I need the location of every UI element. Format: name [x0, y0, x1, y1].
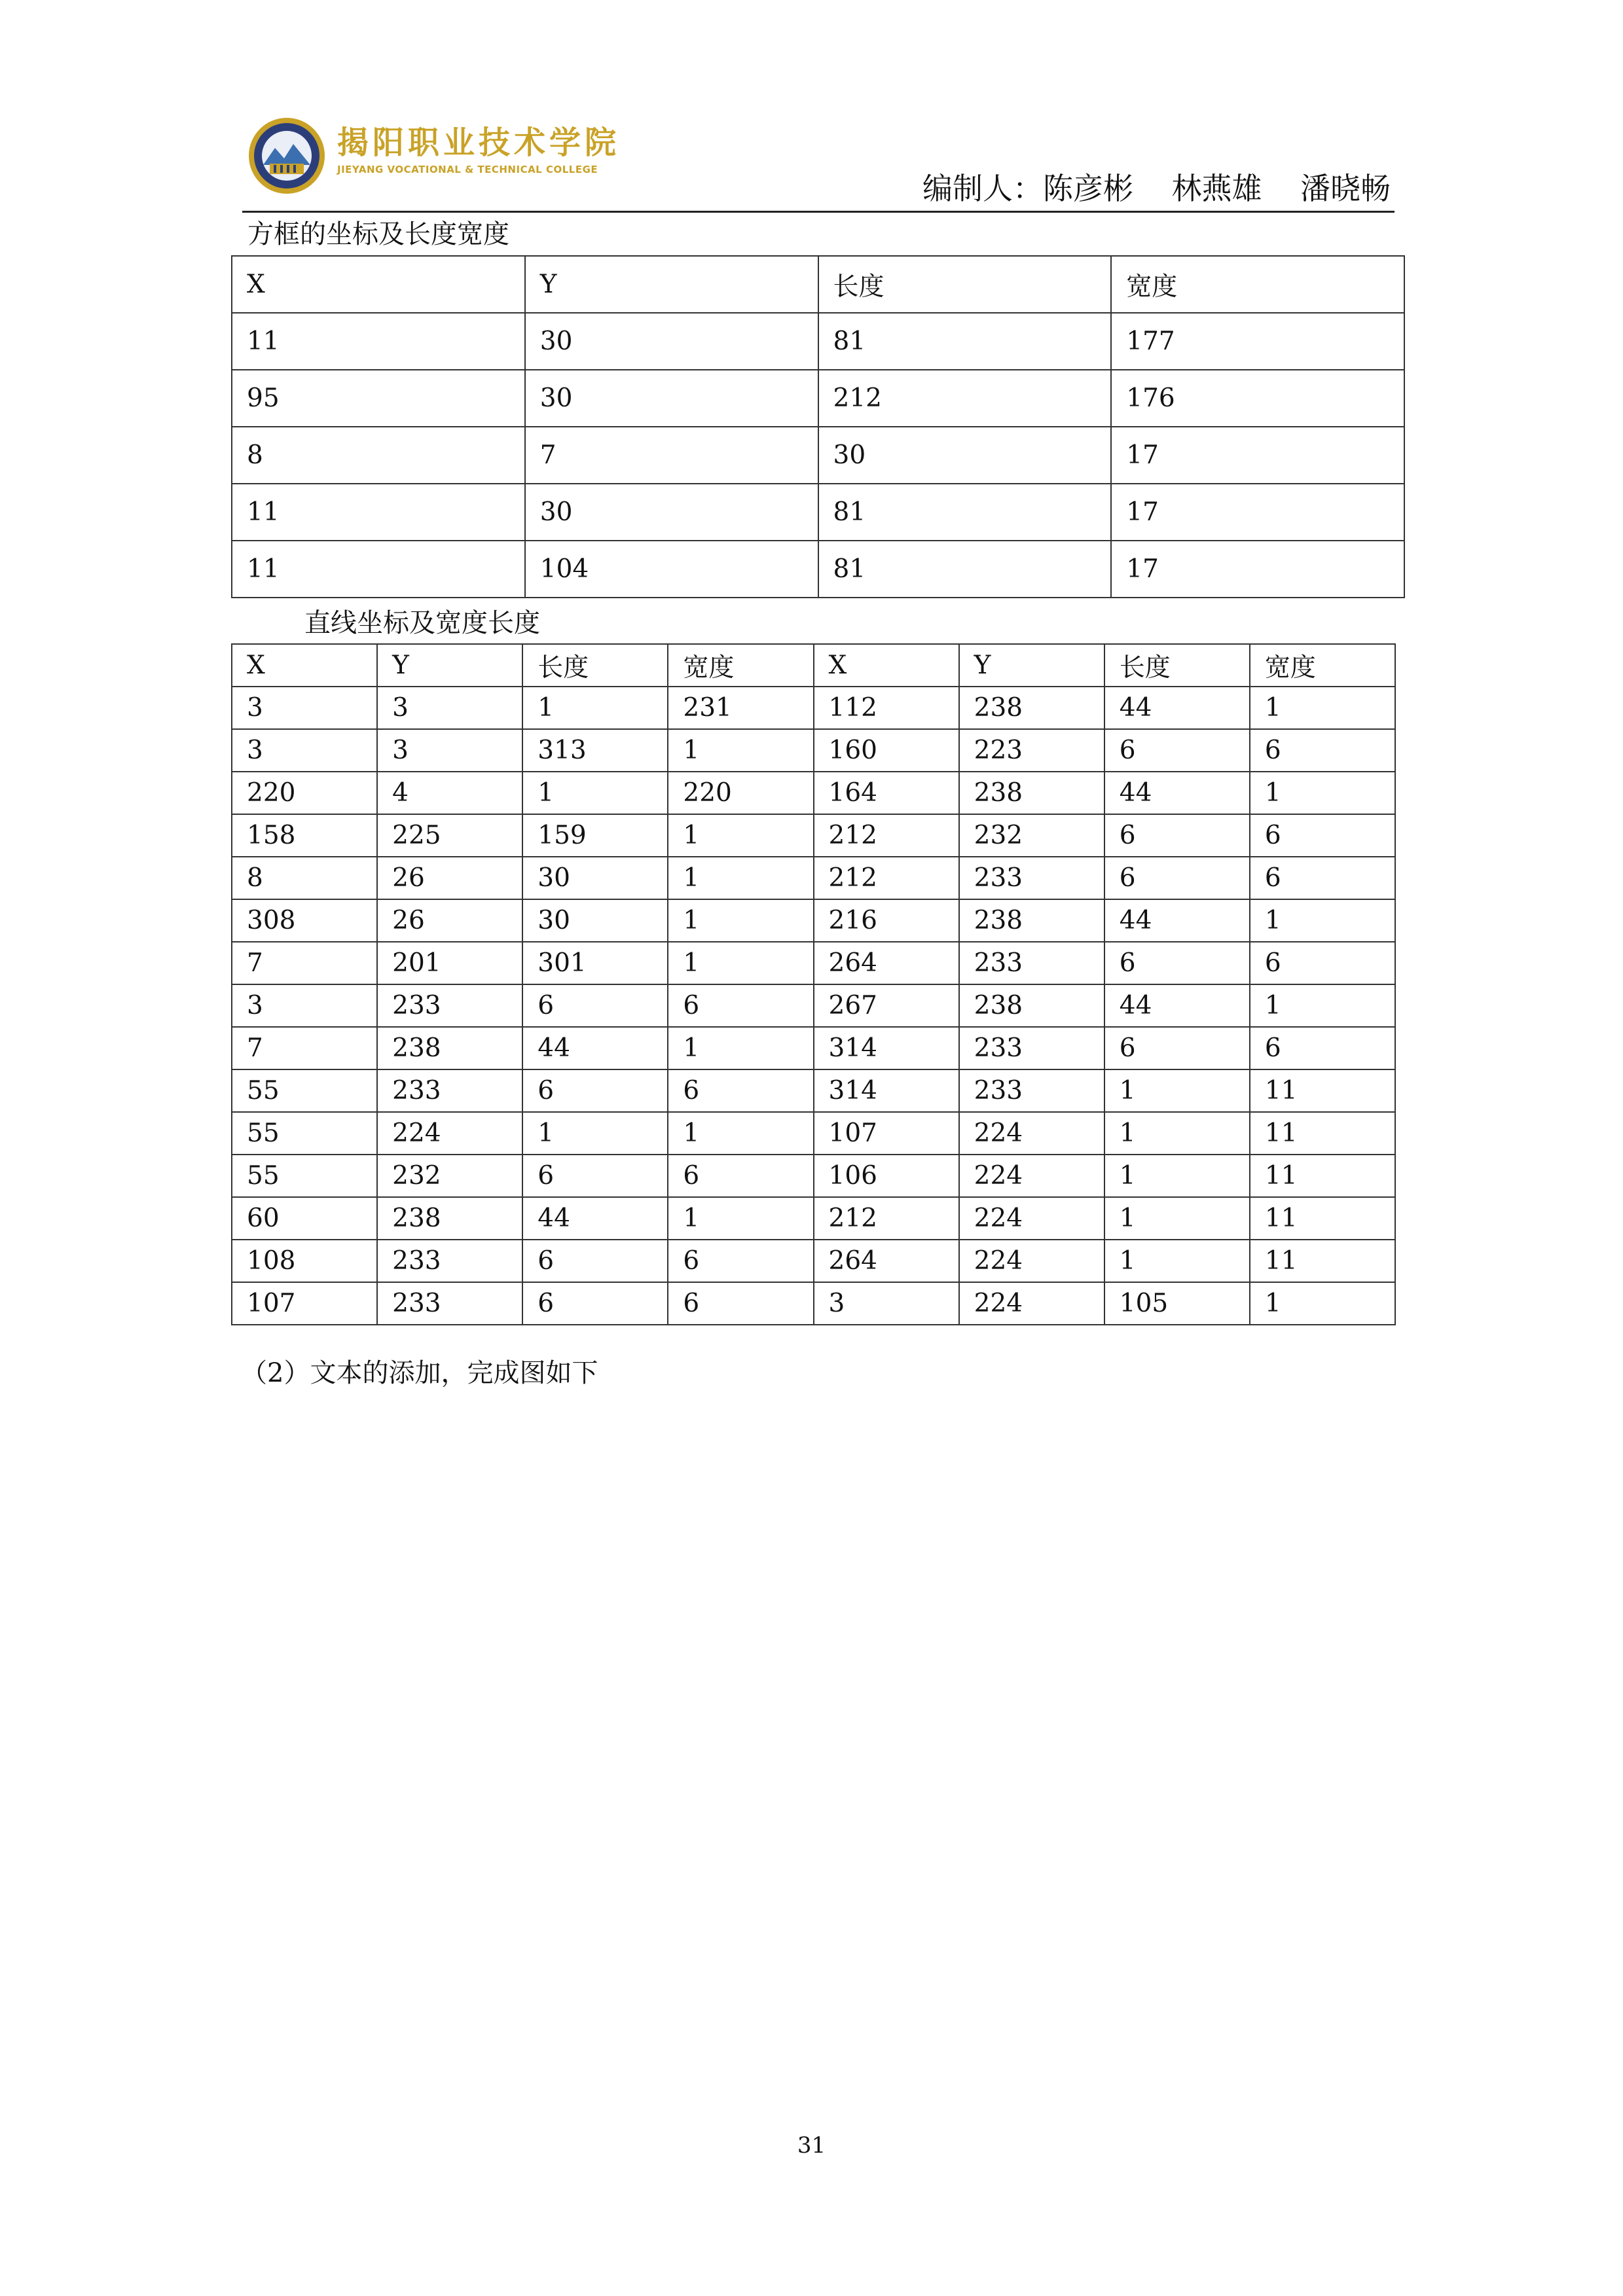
header-cell: 长度 — [818, 256, 1112, 313]
table-cell: 17 — [1111, 541, 1404, 598]
table-cell: 1 — [668, 729, 813, 772]
table-cell: 30 — [525, 313, 818, 370]
table-cell: 3 — [814, 1282, 959, 1325]
table-cell: 3 — [232, 984, 377, 1027]
table-cell: 11 — [1250, 1155, 1395, 1197]
table-cell: 6 — [522, 1240, 668, 1282]
editors-line: 编制人：陈彦彬 林燕雄 潘晓畅 — [922, 171, 1391, 206]
table-cell: 267 — [814, 984, 959, 1027]
table-cell: 11 — [232, 484, 525, 541]
table-cell: 1 — [1104, 1240, 1250, 1282]
table-cell: 104 — [525, 541, 818, 598]
table-cell: 6 — [1104, 857, 1250, 899]
table-cell: 3 — [232, 729, 377, 772]
table-cell: 11 — [1250, 1240, 1395, 1282]
table-cell: 6 — [522, 1282, 668, 1325]
table-cell: 238 — [959, 899, 1104, 942]
table-cell: 108 — [232, 1240, 377, 1282]
table-cell: 8 — [232, 857, 377, 899]
table-cell: 233 — [377, 1069, 522, 1112]
table-cell: 44 — [1104, 772, 1250, 814]
table-cell: 44 — [1104, 899, 1250, 942]
table-cell: 44 — [1104, 687, 1250, 729]
line-coordinates-table — [231, 643, 1396, 1325]
table-row — [232, 484, 1404, 541]
table-cell: 233 — [959, 942, 1104, 984]
table-cell: 1 — [1250, 899, 1395, 942]
table-row — [232, 1197, 1395, 1240]
table-cell: 238 — [959, 687, 1104, 729]
table-cell: 238 — [959, 772, 1104, 814]
table-cell: 11 — [232, 541, 525, 598]
table-row — [232, 427, 1404, 484]
table-row — [232, 984, 1395, 1027]
table-row — [232, 370, 1404, 427]
table-cell: 233 — [377, 984, 522, 1027]
table-cell: 1 — [522, 1112, 668, 1155]
table-cell: 159 — [522, 814, 668, 857]
header-cell: X — [232, 256, 525, 313]
table-row — [232, 729, 1395, 772]
table-row — [232, 1112, 1395, 1155]
table-cell: 81 — [818, 484, 1112, 541]
table-row — [232, 1027, 1395, 1069]
table-cell: 212 — [818, 370, 1112, 427]
table-cell: 6 — [1104, 729, 1250, 772]
table-cell: 30 — [818, 427, 1112, 484]
header-cell: 宽度 — [1111, 256, 1404, 313]
table-cell: 238 — [959, 984, 1104, 1027]
table-cell: 238 — [377, 1197, 522, 1240]
page-number: 31 — [797, 2132, 826, 2159]
table-cell: 176 — [1111, 370, 1404, 427]
table-cell: 233 — [959, 857, 1104, 899]
table-cell: 224 — [959, 1197, 1104, 1240]
table-cell: 81 — [818, 313, 1112, 370]
table-cell: 3 — [232, 687, 377, 729]
table-cell: 164 — [814, 772, 959, 814]
table-cell: 1 — [1250, 687, 1395, 729]
text-section-caption: （2）文本的添加，完成图如下 — [241, 1358, 598, 1388]
table-cell: 238 — [377, 1027, 522, 1069]
table-row — [232, 687, 1395, 729]
table-cell: 1 — [668, 942, 813, 984]
table-cell: 6 — [668, 1282, 813, 1325]
table-cell: 1 — [668, 1027, 813, 1069]
table-cell: 220 — [668, 772, 813, 814]
table-cell: 6 — [668, 1069, 813, 1112]
header-cell: Y — [525, 256, 818, 313]
table-cell: 6 — [1250, 814, 1395, 857]
table-row — [232, 541, 1404, 598]
table-cell: 44 — [1104, 984, 1250, 1027]
table-cell: 301 — [522, 942, 668, 984]
table-row — [232, 942, 1395, 984]
table-cell: 212 — [814, 814, 959, 857]
table-cell: 1 — [668, 1197, 813, 1240]
line-table-caption: 直线坐标及宽度长度 — [304, 608, 540, 638]
table-cell: 60 — [232, 1197, 377, 1240]
header-cell: 宽度 — [668, 644, 813, 687]
table-cell: 314 — [814, 1069, 959, 1112]
header-cell: 长度 — [1104, 644, 1250, 687]
table-cell: 201 — [377, 942, 522, 984]
table-cell: 6 — [1250, 1027, 1395, 1069]
table-cell: 7 — [232, 942, 377, 984]
table-cell: 308 — [232, 899, 377, 942]
table-cell: 224 — [377, 1112, 522, 1155]
table-cell: 158 — [232, 814, 377, 857]
table-row — [232, 313, 1404, 370]
table-cell: 1 — [522, 687, 668, 729]
table-cell: 233 — [377, 1240, 522, 1282]
table-row — [232, 1282, 1395, 1325]
table-cell: 1 — [1104, 1197, 1250, 1240]
table-cell: 81 — [818, 541, 1112, 598]
table-cell: 160 — [814, 729, 959, 772]
table-cell: 30 — [522, 899, 668, 942]
table-cell: 231 — [668, 687, 813, 729]
table-cell: 233 — [959, 1027, 1104, 1069]
table-cell: 6 — [522, 984, 668, 1027]
table-cell: 1 — [1104, 1155, 1250, 1197]
table-cell: 8 — [232, 427, 525, 484]
table-cell: 106 — [814, 1155, 959, 1197]
header-divider — [242, 211, 1395, 213]
school-name-en: JIEYANG VOCATIONAL & TECHNICAL COLLEGE — [337, 164, 598, 175]
table-cell: 216 — [814, 899, 959, 942]
table-cell: 107 — [814, 1112, 959, 1155]
table-cell: 26 — [377, 899, 522, 942]
table-cell: 95 — [232, 370, 525, 427]
table-row — [232, 1155, 1395, 1197]
table-cell: 233 — [959, 1069, 1104, 1112]
table-cell: 30 — [525, 370, 818, 427]
table-cell: 3 — [377, 687, 522, 729]
table-cell: 1 — [668, 1112, 813, 1155]
table-cell: 223 — [959, 729, 1104, 772]
school-name-block — [337, 123, 620, 175]
table-cell: 313 — [522, 729, 668, 772]
table-cell: 7 — [232, 1027, 377, 1069]
table-cell: 224 — [959, 1112, 1104, 1155]
table-cell: 6 — [522, 1069, 668, 1112]
table-cell: 44 — [522, 1197, 668, 1240]
table-cell: 6 — [668, 1240, 813, 1282]
table-cell: 6 — [1250, 729, 1395, 772]
table-header-row — [232, 644, 1395, 687]
table-cell: 6 — [1104, 1027, 1250, 1069]
table-cell: 105 — [1104, 1282, 1250, 1325]
box-coordinates-table — [231, 255, 1405, 598]
table-cell: 1 — [1250, 1282, 1395, 1325]
header-cell: X — [232, 644, 377, 687]
table-cell: 225 — [377, 814, 522, 857]
table-cell: 30 — [522, 857, 668, 899]
table-row — [232, 1240, 1395, 1282]
table-cell: 112 — [814, 687, 959, 729]
header-cell: Y — [959, 644, 1104, 687]
table-cell: 17 — [1111, 427, 1404, 484]
table-cell: 1 — [668, 899, 813, 942]
header-cell: 宽度 — [1250, 644, 1395, 687]
table-row — [232, 772, 1395, 814]
table-cell: 1 — [522, 772, 668, 814]
box-table-caption: 方框的坐标及长度宽度 — [247, 219, 509, 249]
table-cell: 6 — [668, 1155, 813, 1197]
table-header-row — [232, 256, 1404, 313]
table-cell: 11 — [1250, 1197, 1395, 1240]
table-cell: 11 — [232, 313, 525, 370]
table-cell: 224 — [959, 1155, 1104, 1197]
table-cell: 11 — [1250, 1069, 1395, 1112]
table-cell: 3 — [377, 729, 522, 772]
school-name-cn: 揭阳职业技术学院 — [337, 124, 621, 161]
table-cell: 6 — [1104, 814, 1250, 857]
table-cell: 1 — [1104, 1069, 1250, 1112]
table-cell: 224 — [959, 1240, 1104, 1282]
table-cell: 220 — [232, 772, 377, 814]
table-row — [232, 857, 1395, 899]
table-cell: 1 — [668, 814, 813, 857]
header-cell: 长度 — [522, 644, 668, 687]
table-cell: 4 — [377, 772, 522, 814]
school-emblem-icon — [247, 117, 326, 195]
table-cell: 6 — [1250, 857, 1395, 899]
table-cell: 212 — [814, 857, 959, 899]
table-row — [232, 899, 1395, 942]
table-cell: 55 — [232, 1112, 377, 1155]
table-cell: 6 — [1250, 942, 1395, 984]
table-cell: 1 — [668, 857, 813, 899]
table-cell: 1 — [1250, 772, 1395, 814]
table-cell: 177 — [1111, 313, 1404, 370]
table-cell: 1 — [1104, 1112, 1250, 1155]
header-cell: Y — [377, 644, 522, 687]
table-cell: 44 — [522, 1027, 668, 1069]
table-cell: 107 — [232, 1282, 377, 1325]
table-cell: 11 — [1250, 1112, 1395, 1155]
table-cell: 30 — [525, 484, 818, 541]
table-cell: 17 — [1111, 484, 1404, 541]
table-cell: 233 — [377, 1282, 522, 1325]
table-cell: 264 — [814, 942, 959, 984]
table-cell: 26 — [377, 857, 522, 899]
table-cell: 264 — [814, 1240, 959, 1282]
table-cell: 224 — [959, 1282, 1104, 1325]
table-cell: 212 — [814, 1197, 959, 1240]
table-cell: 7 — [525, 427, 818, 484]
table-cell: 1 — [1250, 984, 1395, 1027]
table-cell: 232 — [377, 1155, 522, 1197]
table-cell: 6 — [522, 1155, 668, 1197]
table-cell: 6 — [1104, 942, 1250, 984]
table-row — [232, 1069, 1395, 1112]
table-cell: 55 — [232, 1155, 377, 1197]
table-cell: 232 — [959, 814, 1104, 857]
table-cell: 314 — [814, 1027, 959, 1069]
table-cell: 6 — [668, 984, 813, 1027]
header-cell: X — [814, 644, 959, 687]
table-row — [232, 814, 1395, 857]
table-cell: 55 — [232, 1069, 377, 1112]
